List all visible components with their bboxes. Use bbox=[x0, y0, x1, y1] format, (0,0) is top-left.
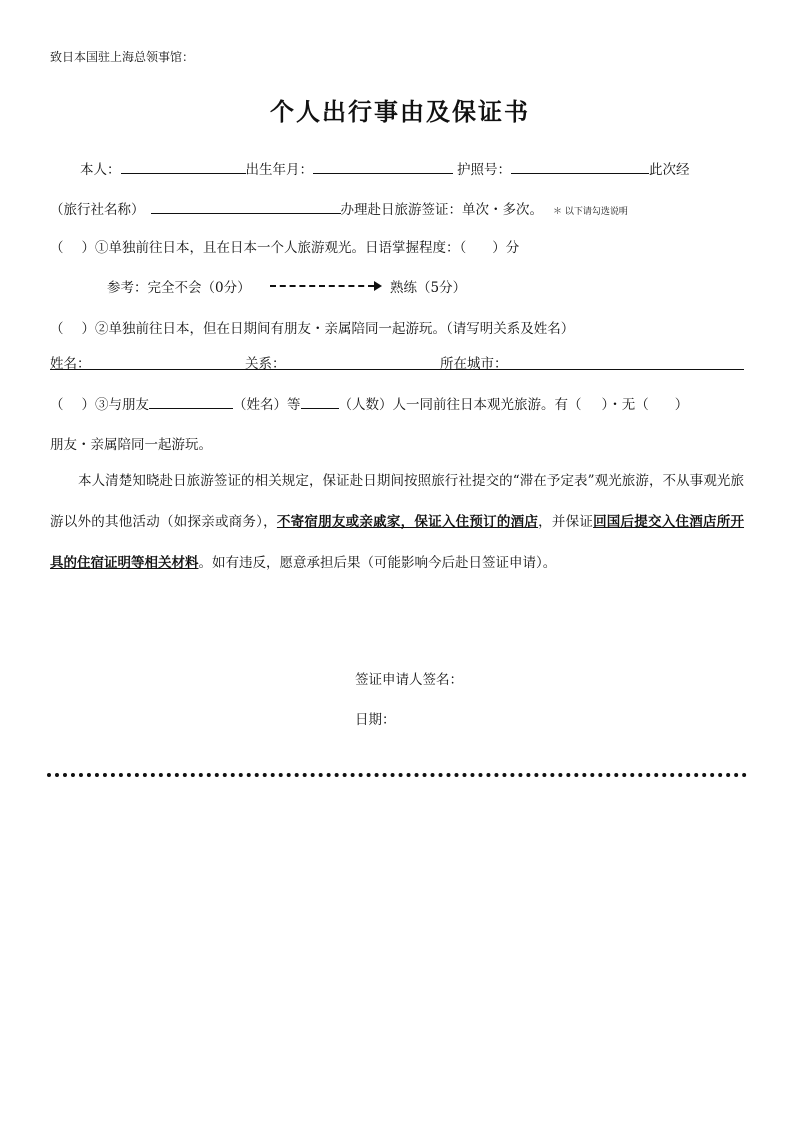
reference-scale-start: 参考：完全不会（0分） bbox=[107, 280, 251, 296]
declaration-text-1: 本人清楚知晓赴日旅游签证的相关规定，保证赴日期间按照旅行社提交的“滞在予定表”观光旅游，不从事观光旅游以外的其他活动（如探亲或商务）， bbox=[50, 473, 744, 530]
option-3-text-a: ③与朋友 bbox=[95, 397, 149, 413]
option-2 bbox=[50, 317, 574, 337]
scale-arrow-line bbox=[270, 285, 374, 287]
friend-name-blank[interactable] bbox=[149, 394, 233, 409]
agency-label: （旅行社名称） bbox=[50, 202, 145, 218]
people-count-blank[interactable] bbox=[301, 394, 339, 409]
agency-blank[interactable] bbox=[151, 199, 341, 214]
visa-type-text: 办理赴日旅游签证：单次・多次。 bbox=[340, 202, 543, 218]
companion-name-label: 姓名： bbox=[50, 356, 91, 372]
date-label: 日期： bbox=[355, 712, 396, 728]
option-3-text-d: ）・无（ bbox=[601, 397, 649, 413]
score-unit: ）分 bbox=[492, 240, 520, 256]
option-2-checkbox[interactable]: （ ） bbox=[50, 321, 95, 337]
birth-label: 出生年月： bbox=[245, 162, 313, 178]
declaration-text-3: 。如有违反，愿意承担后果（可能影响今后赴日签证申请）。 bbox=[198, 555, 557, 571]
signature-label: 签证申请人签名： bbox=[355, 672, 463, 688]
companion-underline[interactable] bbox=[50, 369, 744, 370]
option-1-text: ①单独前往日本，且在日本一个人旅游观光。日语掌握程度：（ bbox=[95, 240, 467, 256]
check-note: ＊ 以下请勾选说明 bbox=[553, 207, 628, 217]
option-1-checkbox[interactable]: （ ） bbox=[50, 240, 95, 256]
self-label: 本人： bbox=[80, 162, 121, 178]
document-title: 个人出行事由及保证书 bbox=[270, 98, 530, 126]
reference-scale-end: 熟练（5分） bbox=[390, 280, 467, 296]
line-personal-info bbox=[80, 158, 690, 178]
declaration-emphasis-1: 不寄宿朋友或亲戚家，保证入住预订的酒店 bbox=[276, 514, 539, 530]
option-3-text-c: （人数）人一同前往日本观光旅游。有（ bbox=[338, 397, 582, 413]
via-label: 此次经 bbox=[649, 162, 690, 178]
declaration-text-2: ，并保证 bbox=[538, 514, 594, 530]
passport-label: 护照号： bbox=[457, 162, 511, 178]
declaration-emphasis-2: 回国后提交入住酒店所开具的住宿证明等相关材料 bbox=[50, 514, 745, 571]
companion-city-label: 所在城市： bbox=[440, 356, 508, 372]
companion-relation-label: 关系： bbox=[245, 356, 286, 372]
name-blank[interactable] bbox=[121, 159, 246, 174]
option-2-text: ②单独前往日本，但在日期间有朋友・亲属陪同一起游玩。（请写明关系及姓名） bbox=[95, 321, 575, 337]
option-3-line-2: 朋友・亲属陪同一起游玩。 bbox=[50, 437, 212, 453]
option-3-text-e: ） bbox=[674, 397, 689, 413]
arrow-right-icon bbox=[374, 281, 382, 291]
birth-blank[interactable] bbox=[313, 159, 453, 174]
option-3-checkbox[interactable]: （ ） bbox=[50, 397, 95, 413]
declaration-paragraph bbox=[50, 461, 744, 584]
option-3-text-b: （姓名）等 bbox=[233, 397, 301, 413]
passport-blank[interactable] bbox=[511, 159, 649, 174]
cut-line-divider bbox=[47, 773, 747, 777]
line-agency bbox=[50, 198, 628, 218]
option-1 bbox=[50, 236, 519, 256]
addressee: 致日本国驻上海总领事馆： bbox=[50, 50, 195, 64]
option-3 bbox=[50, 393, 688, 413]
